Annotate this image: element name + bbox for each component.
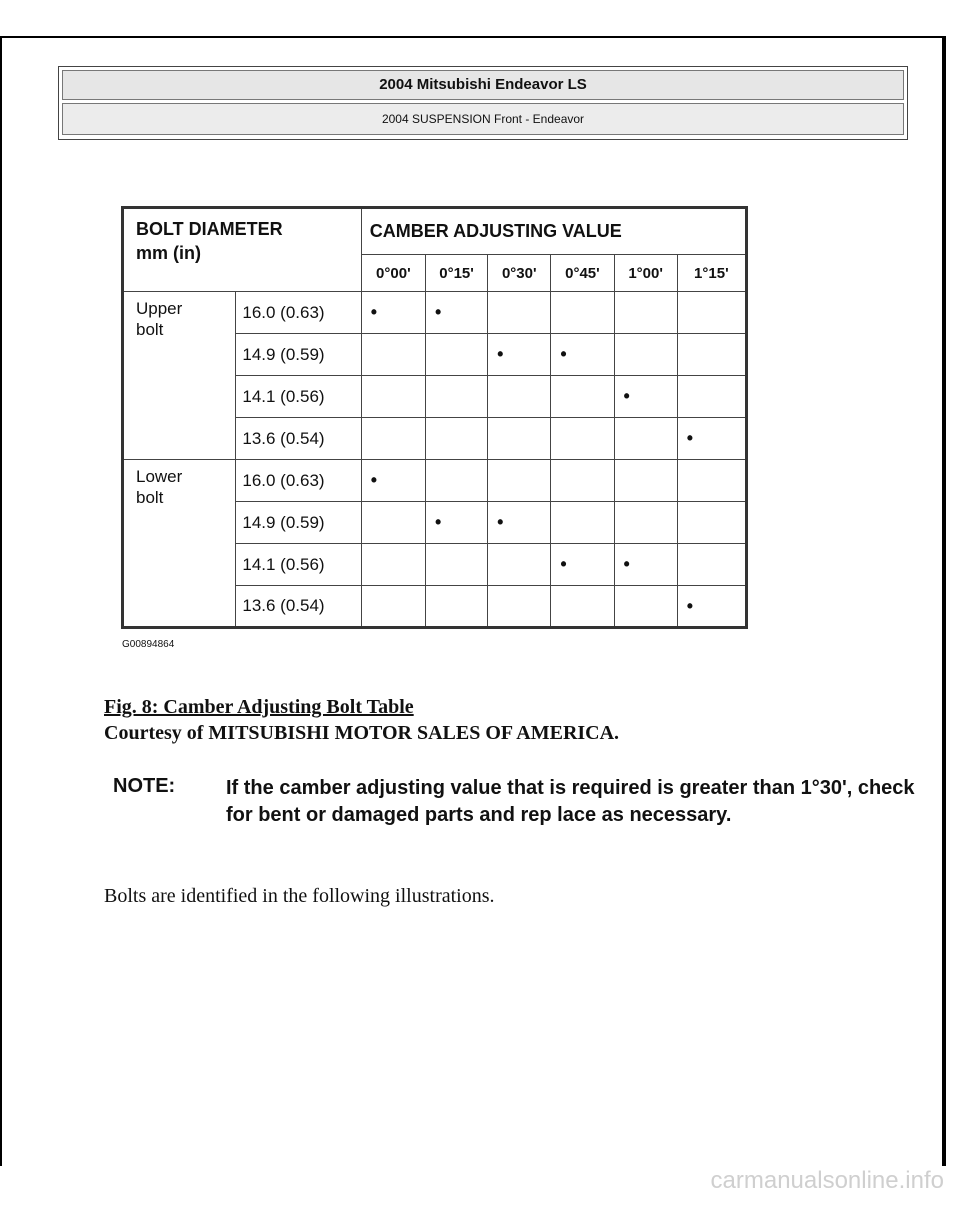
camber-mark-cell (677, 502, 746, 544)
camber-mark-cell (488, 502, 551, 544)
camber-mark-cell (551, 418, 614, 460)
page-border-left (0, 36, 2, 1166)
angle-header-cell: 0°15' (425, 255, 487, 292)
camber-mark-cell (425, 334, 487, 376)
vehicle-title: 2004 Mitsubishi Endeavor LS (62, 70, 904, 100)
camber-mark-cell (361, 502, 425, 544)
bolt-diameter-label: BOLT DIAMETER (136, 219, 283, 239)
camber-mark-cell (488, 460, 551, 502)
camber-mark-cell (551, 460, 614, 502)
document-header (58, 66, 908, 140)
camber-mark-cell (425, 292, 487, 334)
camber-mark-cell (551, 376, 614, 418)
applicable-dot-icon: • (560, 344, 567, 364)
camber-mark-cell (614, 460, 677, 502)
bolt-diameter-cell: 16.0 (0.63) (236, 460, 361, 502)
applicable-dot-icon: • (623, 386, 630, 406)
camber-mark-cell (488, 418, 551, 460)
table-row (123, 292, 747, 334)
camber-mark-cell (361, 418, 425, 460)
camber-mark-cell (361, 292, 425, 334)
camber-bolt-table (121, 206, 748, 629)
bolt-diameter-cell: 13.6 (0.54) (236, 418, 361, 460)
camber-mark-cell (425, 460, 487, 502)
applicable-dot-icon: • (560, 554, 567, 574)
applicable-dot-icon: • (434, 302, 442, 322)
bolt-diameter-cell: 13.6 (0.54) (236, 586, 361, 628)
bolt-diameter-header (123, 208, 362, 292)
camber-mark-cell (551, 502, 614, 544)
body-paragraph: Bolts are identified in the following illustrations. (104, 885, 495, 907)
camber-mark-cell (677, 376, 746, 418)
applicable-dot-icon: • (623, 554, 630, 574)
bolt-diameter-cell: 14.1 (0.56) (236, 376, 361, 418)
bolt-diameter-cell: 16.0 (0.63) (236, 292, 361, 334)
bolt-group-label-line1: Lower (136, 467, 183, 486)
camber-mark-cell (488, 586, 551, 628)
camber-mark-cell (677, 586, 746, 628)
camber-mark-cell (551, 334, 614, 376)
camber-mark-cell (677, 334, 746, 376)
camber-mark-cell (551, 586, 614, 628)
camber-mark-cell (425, 586, 487, 628)
camber-mark-cell (614, 544, 677, 586)
applicable-dot-icon: • (497, 512, 504, 532)
angle-header-cell: 1°15' (677, 255, 746, 292)
camber-mark-cell (677, 292, 746, 334)
camber-mark-cell (361, 460, 425, 502)
applicable-dot-icon: • (370, 470, 378, 490)
camber-mark-cell (551, 544, 614, 586)
camber-mark-cell (488, 376, 551, 418)
camber-bolt-table-figure (121, 206, 748, 629)
camber-mark-cell (614, 292, 677, 334)
applicable-dot-icon: • (686, 595, 694, 616)
bolt-diameter-cell: 14.1 (0.56) (236, 544, 361, 586)
camber-mark-cell (614, 334, 677, 376)
page-border-right (942, 36, 946, 1166)
camber-mark-cell (614, 502, 677, 544)
table-row (123, 460, 747, 502)
camber-mark-cell (614, 586, 677, 628)
camber-mark-cell (361, 586, 425, 628)
camber-mark-cell (614, 376, 677, 418)
bolt-group-label-line1: Upper (136, 299, 183, 318)
camber-mark-cell (488, 544, 551, 586)
camber-mark-cell (551, 292, 614, 334)
applicable-dot-icon: • (370, 302, 378, 322)
bolt-group-label-line2: bolt (136, 488, 164, 507)
camber-mark-cell (425, 418, 487, 460)
caption-courtesy: Courtesy of MITSUBISHI MOTOR SALES OF AMERICA. (104, 722, 620, 744)
caption-title: Fig. 8: Camber Adjusting Bolt Table (104, 696, 414, 718)
note-text: If the camber adjusting value that is required is greater than 1°30', check for bent or damaged parts and rep lace as necessary. (226, 777, 915, 826)
figure-id: G00894864 (122, 639, 175, 650)
camber-mark-cell (677, 460, 746, 502)
camber-mark-cell (677, 418, 746, 460)
watermark: carmanualsonline.info (710, 1167, 944, 1194)
camber-mark-cell (361, 334, 425, 376)
camber-mark-cell (361, 544, 425, 586)
section-title: 2004 SUSPENSION Front - Endeavor (62, 103, 904, 135)
applicable-dot-icon: • (497, 344, 504, 364)
applicable-dot-icon: • (686, 428, 694, 448)
bolt-diameter-cell: 14.9 (0.59) (236, 334, 361, 376)
figure-caption (104, 694, 619, 746)
camber-mark-cell (614, 418, 677, 460)
page-border-top (0, 36, 946, 38)
bolt-group-label-line2: bolt (136, 320, 164, 339)
unit-label: mm (in) (136, 243, 201, 263)
note-label: NOTE: (113, 775, 176, 797)
camber-mark-cell (425, 376, 487, 418)
bolt-diameter-cell: 14.9 (0.59) (236, 502, 361, 544)
camber-mark-cell (361, 376, 425, 418)
bolt-group-label (123, 460, 236, 628)
camber-mark-cell (425, 544, 487, 586)
camber-mark-cell (488, 334, 551, 376)
bolt-group-label (123, 292, 236, 460)
angle-header-cell: 0°30' (488, 255, 551, 292)
camber-value-header: CAMBER ADJUSTING VALUE (361, 208, 746, 255)
applicable-dot-icon: • (434, 512, 442, 532)
camber-mark-cell (677, 544, 746, 586)
camber-mark-cell (488, 292, 551, 334)
angle-header-cell: 1°00' (614, 255, 677, 292)
angle-header-cell: 0°45' (551, 255, 614, 292)
angle-header-cell: 0°00' (361, 255, 425, 292)
camber-mark-cell (425, 502, 487, 544)
